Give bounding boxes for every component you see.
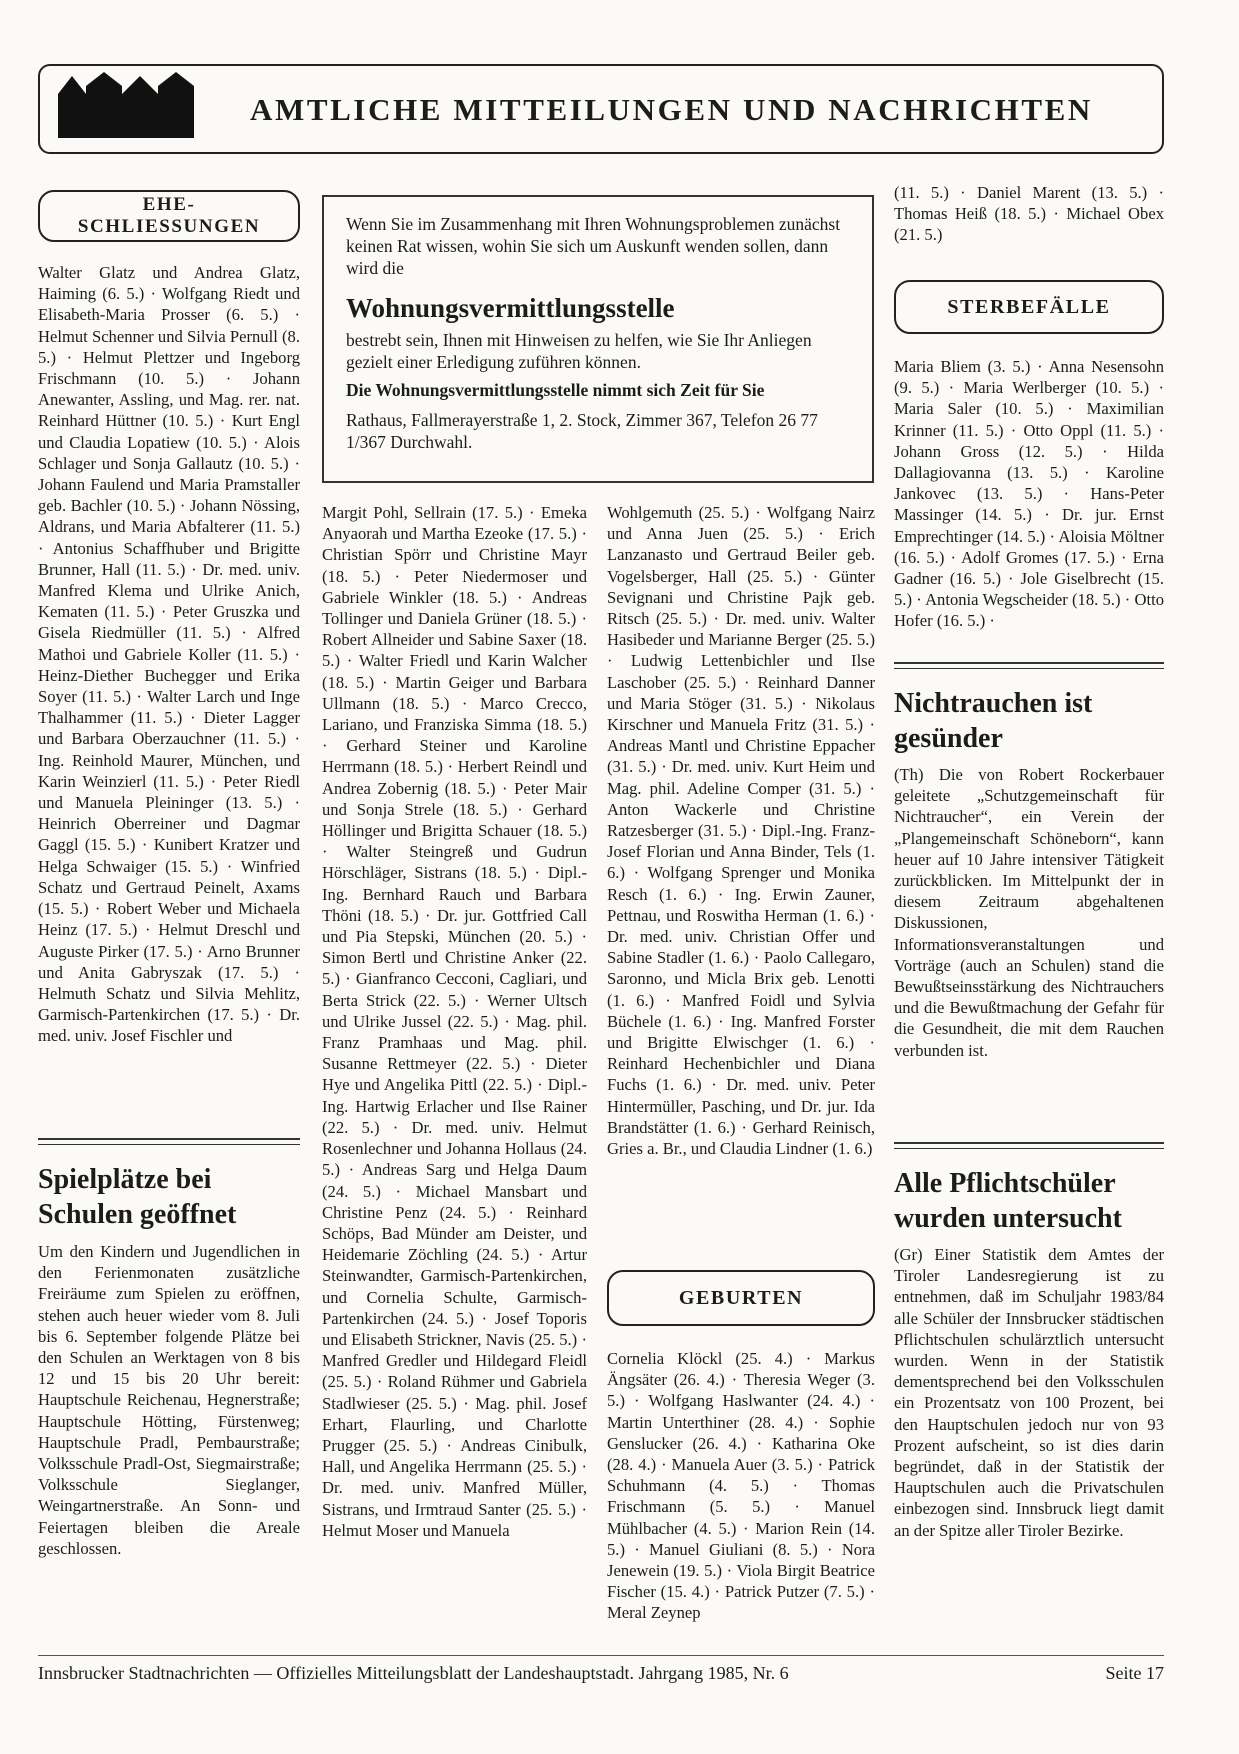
city-roofs-logo-icon bbox=[52, 66, 200, 138]
sterbefaelle-heading: STERBEFÄLLE bbox=[894, 280, 1164, 334]
notice-bold-line: Die Wohnungsvermittlungsstelle nimmt sich Zeit für Sie bbox=[346, 380, 765, 400]
notice-body: bestrebt sein, Ihnen mit Hinweisen zu helfen, wie Sie Ihr Anliegen gezielt einer Erledigung zuführen können. bbox=[346, 330, 812, 372]
nichtrauchen-text: (Th) Die von Robert Rockerbauer geleitete „Schutzgemeinschaft für Nichtraucher“, ein Verein der „Plangemeinschaft Schöneborn“, kann heuer auf 10 Jahre intensiver Tätigkeit zurückblicken. Im Mittelpunkt der in diesem Zeitraum abgehaltenen Diskussionen, Informationsveranstaltungen und Vorträge (auch an Schulen) stand die Bewußtseinsstärkung des Nichtrauchers und die Bewußtmachung der Gefahr für die Gesundheit, die mit dem Rauchen verbunden ist. bbox=[894, 765, 1164, 1060]
notice-title: Wohnungsvermittlungsstelle bbox=[346, 293, 675, 323]
notice-address: Rathaus, Fallmerayerstraße 1, 2. Stock, Zimmer 367, Telefon 26 77 1/367 Durchwahl. bbox=[346, 410, 818, 452]
section-divider bbox=[38, 1138, 300, 1145]
notice-intro: Wenn Sie im Zusammenhang mit Ihren Wohnungsproblemen zunächst keinen Rat wissen, wohin Sie sich um Auskunft wenden sollen, dann wird die bbox=[346, 214, 841, 278]
spielplaetze-title: Spielplätze bei Schulen geöffnet bbox=[38, 1164, 237, 1230]
spielplaetze-text: Um den Kindern und Jugendlichen in den Ferienmonaten zusätzliche Freiräume zum Spielen zu eröffnen, stehen auch heuer wieder vom 8. Juli bis 6. September folgende Plätze bei den Schulen an Werktagen von 8 bis 12 und 15 bis 20 Uhr bereit: Hauptschule Reichenau, Hegnerstraße; Hauptschule Hötting, Fürstenweg; Hauptschule Pradl, Pembaurstraße; Volksschule Pradl-Ost, Siegmairstraße; Volksschule Sieglanger, Weingartnerstraße. An Sonn- und Feiertagen bleiben die Areale geschlossen. bbox=[38, 1242, 300, 1558]
footer-text: Innsbrucker Stadtnachrichten — Offizielles Mitteilungsblatt der Landeshauptstadt. Jahrgang 1985, Nr. 6 bbox=[38, 1663, 789, 1683]
nichtrauchen-title: Nichtrauchen ist gesünder bbox=[894, 688, 1093, 754]
geburten-text: Cornelia Klöckl (25. 4.) · Markus Ängsäter (26. 4.) · Theresia Weger (3. 5.) · Wolfgang Haslwanter (24. 4.) · Martin Unterthiner (28. 4.) · Sophie Genslucker (26. 4.) · Katharina Oke (28. 4.) · Manuela Auer (3. 5.) · Patrick Schuhmann (4. 5.) · Thomas Frischmann (5. 5.) · Manuel Mühlbacher (4. 5.) · Marion Rein (14. 5.) · Manuel Giuliani (8. 5.) · Nora Jenewein (19. 5.) · Viola Birgit Beatrice Fischer (15. 4.) · Patrick Putzer (7. 5.) · Meral Zeynep bbox=[607, 1349, 875, 1623]
geburten-text-col4: (11. 5.) · Daniel Marent (13. 5.) · Thomas Heiß (18. 5.) · Michael Obex (21. 5.) bbox=[894, 183, 1164, 245]
wohnungsvermittlung-notice bbox=[322, 195, 874, 483]
footer-rule bbox=[38, 1655, 1164, 1656]
section-divider bbox=[894, 662, 1164, 669]
eheschliessungen-text-col1: Walter Glatz und Andrea Glatz, Haiming (6. 5.) · Wolfgang Riedt und Elisabeth-Maria Prosser (6. 5.) · Helmut Schenner und Silvia Pernull (8. 5.) · Helmut Plettzer und Ingeborg Frischmann (10. 5.) · Johann Anewanter, Assling, und Mag. rer. nat. Reinhard Hüttner (10. 5.) · Kurt Engl und Claudia Lopatiew (10. 5.) · Alois Schlager und Sonja Gallautz (10. 5.) · Johann Faulend und Maria Pramstaller geb. Bachler (10. 5.) · Johann Nössing, Aldrans, und Maria Abfalterer (11. 5.) · Antonius Schaffhuber und Brigitte Brunner, Hall (11. 5.) · Dr. med. univ. Manfred Klema und Ulrike Anich, Kematen (11. 5.) · Peter Gruszka und Gisela Riedmüller (11. 5.) · Alfred Mathoi und Gabriele Koller (11. 5.) · Heinz-Diether Buchegger und Erika Soyer (11. 5.) · Walter Larch und Inge Thalhammer (11. 5.) · Dieter Lagger und Barbara Oberzauchner (11. 5.) · Ing. Reinhold Maurer, München, und Karin Weinzierl (11. 5.) · Peter Riedl und Manuela Pleininger (13. 5.) · Heinrich Oberreiner und Dagmar Gaggl (15. 5.) · Kunibert Kratzer und Helga Schwaiger (15. 5.) · Winfried Schatz und Gertraud Peinelt, Axams (15. 5.) · Robert Weber und Michaela Heinz (17. 5.) · Helmut Dreschl und Auguste Pirker (17. 5.) · Arno Brunner und Anita Gabryszak (17. 5.) · Helmuth Schatz und Silvia Mehlitz, Garmisch-Partenkirchen (17. 5.) · Dr. med. univ. Josef Fischler und bbox=[38, 263, 300, 1046]
eheschliessungen-heading: EHE- SCHLIESSUNGEN bbox=[38, 190, 300, 242]
pflichtschueler-text: (Gr) Einer Statistik dem Amtes der Tiroler Landesregierung ist zu entnehmen, daß im Schuljahr 1983/84 alle Schüler der Innsbrucker städtischen Pflichtschulen schulärztlich untersucht wurden. Wenn in der Statistik dementsprechend bei den Volksschulen ein Prozentsatz von 100 Prozent, bei den Hauptschulen jedoch nur von 93 Prozent aufscheint, so ist dies darin begründet, daß in der Statistik der Hauptschulen auch die Privatschulen einbezogen sind. Innsbruck liegt damit an der Spitze aller Tiroler Bezirke. bbox=[894, 1245, 1164, 1540]
page-title: AMTLICHE MITTEILUNGEN UND NACHRICHTEN bbox=[250, 92, 1093, 127]
sterbefaelle-text: Maria Bliem (3. 5.) · Anna Nesensohn (9. 5.) · Maria Werlberger (10. 5.) · Maria Saler (10. 5.) · Maximilian Krinner (11. 5.) · Otto Oppl (11. 5.) · Johann Gross (12. 5.) · Hilda Dallagiovanna (13. 5.) · Karoline Jankovec (13. 5.) · Hans-Peter Massinger (14. 5.) · Dr. jur. Ernst Emprechtinger (14. 5.) · Aloisia Möltner (16. 5.) · Adolf Gromes (17. 5.) · Erna Gadner (16. 5.) · Jole Giselbrecht (15. 5.) · Antonia Wegscheider (18. 5.) · Otto Hofer (16. 5.) · bbox=[894, 357, 1164, 631]
page-number: Seite 17 bbox=[1105, 1663, 1164, 1683]
eheschliessungen-text-col3: Wohlgemuth (25. 5.) · Wolfgang Nairz und Anna Juen (25. 5.) · Erich Lanzanasto und Gertraud Beiler geb. Vogelsberger, Hall (25. 5.) · Günter Sevignani und Christine Pajk geb. Ritsch (25. 5.) · Dr. med. univ. Walter Hasibeder und Marianne Berger (25. 5.) · Ludwig Lettenbichler und Ilse Laschober (25. 5.) · Reinhard Danner und Maria Stöger (31. 5.) · Nikolaus Kirschner und Manuela Fritz (31. 5.) · Andreas Mantl und Christine Eppacher (31. 5.) · Dr. med. univ. Kurt Heim und Mag. phil. Adeline Comper (31. 5.) · Anton Wackerle und Christine Ratzesberger (31. 5.) · Dipl.-Ing. Franz-Josef Florian und Anna Binder, Tels (1. 6.) · Wolfgang Sprenger und Monika Resch (1. 6.) · Ing. Erwin Zauner, Pettnau, und Roswitha Herman (1. 6.) · Dr. med. univ. Christian Offer und Sabine Stadler (1. 6.) · Paolo Callegaro, Saronno, und Micla Brix geb. Lenotti (1. 6.) · Manfred Foidl und Sylvia Büchele (1. 6.) · Ing. Manfred Forster und Brigitte Elwischger (1. 6.) · Reinhard Hechenbichler und Diana Fuchs (1. 6.) · Dr. med. univ. Peter Hintermüller, Pasching, und Dr. jur. Ida Brandstätter (1. 6.) · Gerhard Reinisch, Gries a. Br., und Claudia Lindner (1. 6.) bbox=[607, 503, 875, 1159]
eheschliessungen-text-col2: Margit Pohl, Sellrain (17. 5.) · Emeka Anyaorah und Martha Ezeoke (17. 5.) · Christian Spörr und Christine Mayr (18. 5.) · Peter Niedermoser und Gabriele Winkler (18. 5.) · Andreas Tollinger und Daniela Grüner (18. 5.) · Robert Allneider und Sabine Saxer (18. 5.) · Walter Friedl und Karin Walcher (18. 5.) · Martin Geiger und Barbara Ullmann (18. 5.) · Marco Crecco, Lariano, und Franziska Simma (18. 5.) · Gerhard Steiner und Karoline Herrmann (18. 5.) · Herbert Reindl und Andrea Zobernig (18. 5.) · Peter Mair und Sonja Strele (18. 5.) · Gerhard Höllinger und Brigitta Schauer (18. 5.) · Walter Steingreß und Gudrun Hörschläger, Sistrans (18. 5.) · Dipl.-Ing. Bernhard Rauch und Barbara Thöni (18. 5.) · Dr. jur. Gottfried Call und Pia Stepski, München (20. 5.) · Simon Bertl und Christine Anker (22. 5.) · Gianfranco Cecconi, Cagliari, und Berta Strick (22. 5.) · Werner Ultsch und Ulrike Jussel (22. 5.) · Mag. phil. Franz Pramhaas und Mag. phil. Susanne Rettmeyer (22. 5.) · Dieter Hye und Angelika Pittl (22. 5.) · Dipl.-Ing. Hartwig Erlacher und Ilse Rainer (22. 5.) · Dr. med. univ. Helmut Rosenlechner und Johanna Hollaus (24. 5.) · Andreas Sarg und Helga Daum (24. 5.) · Michael Mansbart und Christine Penz (24. 5.) · Reinhard Schöps, Bad Münder am Deister, und Heidemarie Zöchling (24. 5.) · Artur Steinwandter, Garmisch-Partenkirchen, und Cornelia Schulte, Garmisch-Partenkirchen (24. 5.) · Josef Toporis und Elisabeth Strickner, Navis (25. 5.) · Manfred Gredler und Hildegard Fleidl (25. 5.) · Roland Rühmer und Gabriela Stadlwieser (25. 5.) · Mag. phil. Josef Erhart, Flaurling, und Charlotte Prugger (25. 5.) · Andreas Cinibulk, Hall, und Angelika Herrmann (25. 5.) · Dr. med. univ. Manfred Müller, Sistrans, und Irmtraud Santer (25. 5.) · Helmut Moser und Manuela bbox=[322, 503, 587, 1540]
section-divider bbox=[894, 1142, 1164, 1149]
pflichtschueler-title: Alle Pflichtschüler wurden untersucht bbox=[894, 1168, 1122, 1234]
geburten-heading: GEBURTEN bbox=[607, 1270, 875, 1326]
